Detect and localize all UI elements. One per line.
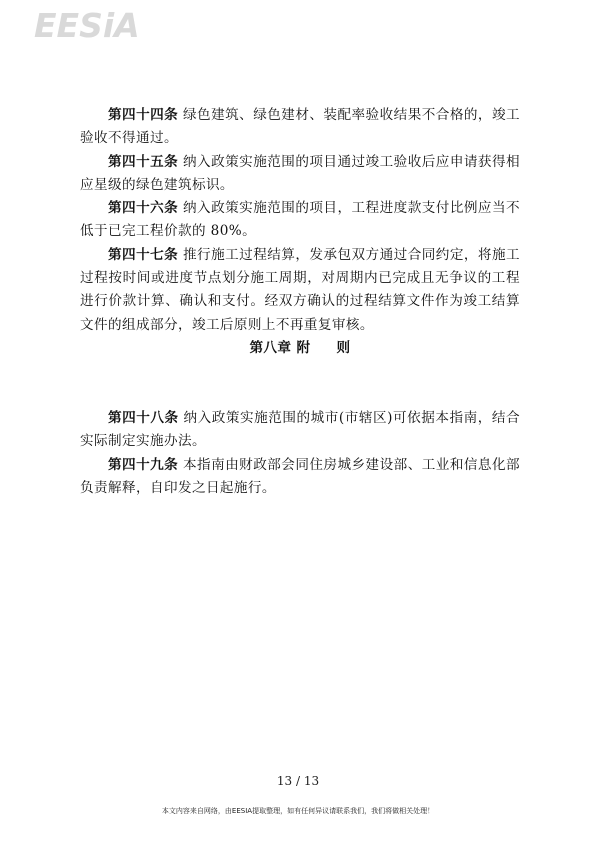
article-44 <box>80 104 520 151</box>
chapter-label: 第八章 附 <box>249 339 311 356</box>
article-number: 第四十五条 <box>108 153 179 170</box>
eesia-logo: EESiA <box>34 6 140 45</box>
document-body <box>80 104 520 500</box>
article-48 <box>80 407 520 454</box>
page-number: 13 / 13 <box>276 774 320 788</box>
article-45 <box>80 151 520 198</box>
article-46 <box>80 197 520 244</box>
article-number: 第四十九条 <box>108 456 179 473</box>
article-text: 推行施工过程结算，发承包双方通过合同约定，将施工过程按时间或进度节点划分施工周期，对周期内已完成且无争议的工程进行价款计算、确认和支付。经双方确认的过程结算文件作为竣工结算文件的组成部分，竣工后原则上不再重复审核。 <box>80 246 520 333</box>
article-number: 第四十六条 <box>108 200 179 217</box>
article-49 <box>80 454 520 501</box>
chapter-suffix: 则 <box>336 339 351 356</box>
article-text: 纳入政策实施范围的城市(市辖区)可依据本指南，结合实际制定实施办法。 <box>80 409 520 450</box>
article-47 <box>80 244 520 337</box>
article-number: 第四十八条 <box>108 409 179 426</box>
chapter-heading <box>80 337 520 407</box>
article-text: 本指南由财政部会同住房城乡建设部、工业和信息化部负责解释，自印发之日起施行。 <box>80 456 520 496</box>
article-text: 纳入政策实施范围的项目通过竣工验收后应申请获得相应星级的绿色建筑标识。 <box>80 153 520 193</box>
article-number: 第四十四条 <box>108 107 179 123</box>
article-text: 绿色建筑、绿色建材、装配率验收结果不合格的，竣工验收不得通过。 <box>80 107 520 147</box>
footer-disclaimer: 本文内容来自网络，由EESIA提取整理，如有任何异议请联系我们，我们将做相关处理！ <box>161 807 435 815</box>
article-text: 纳入政策实施范围的项目，工程进度款支付比例应当不低于已完工程价款的 80%。 <box>80 200 520 240</box>
article-number: 第四十七条 <box>108 246 179 263</box>
